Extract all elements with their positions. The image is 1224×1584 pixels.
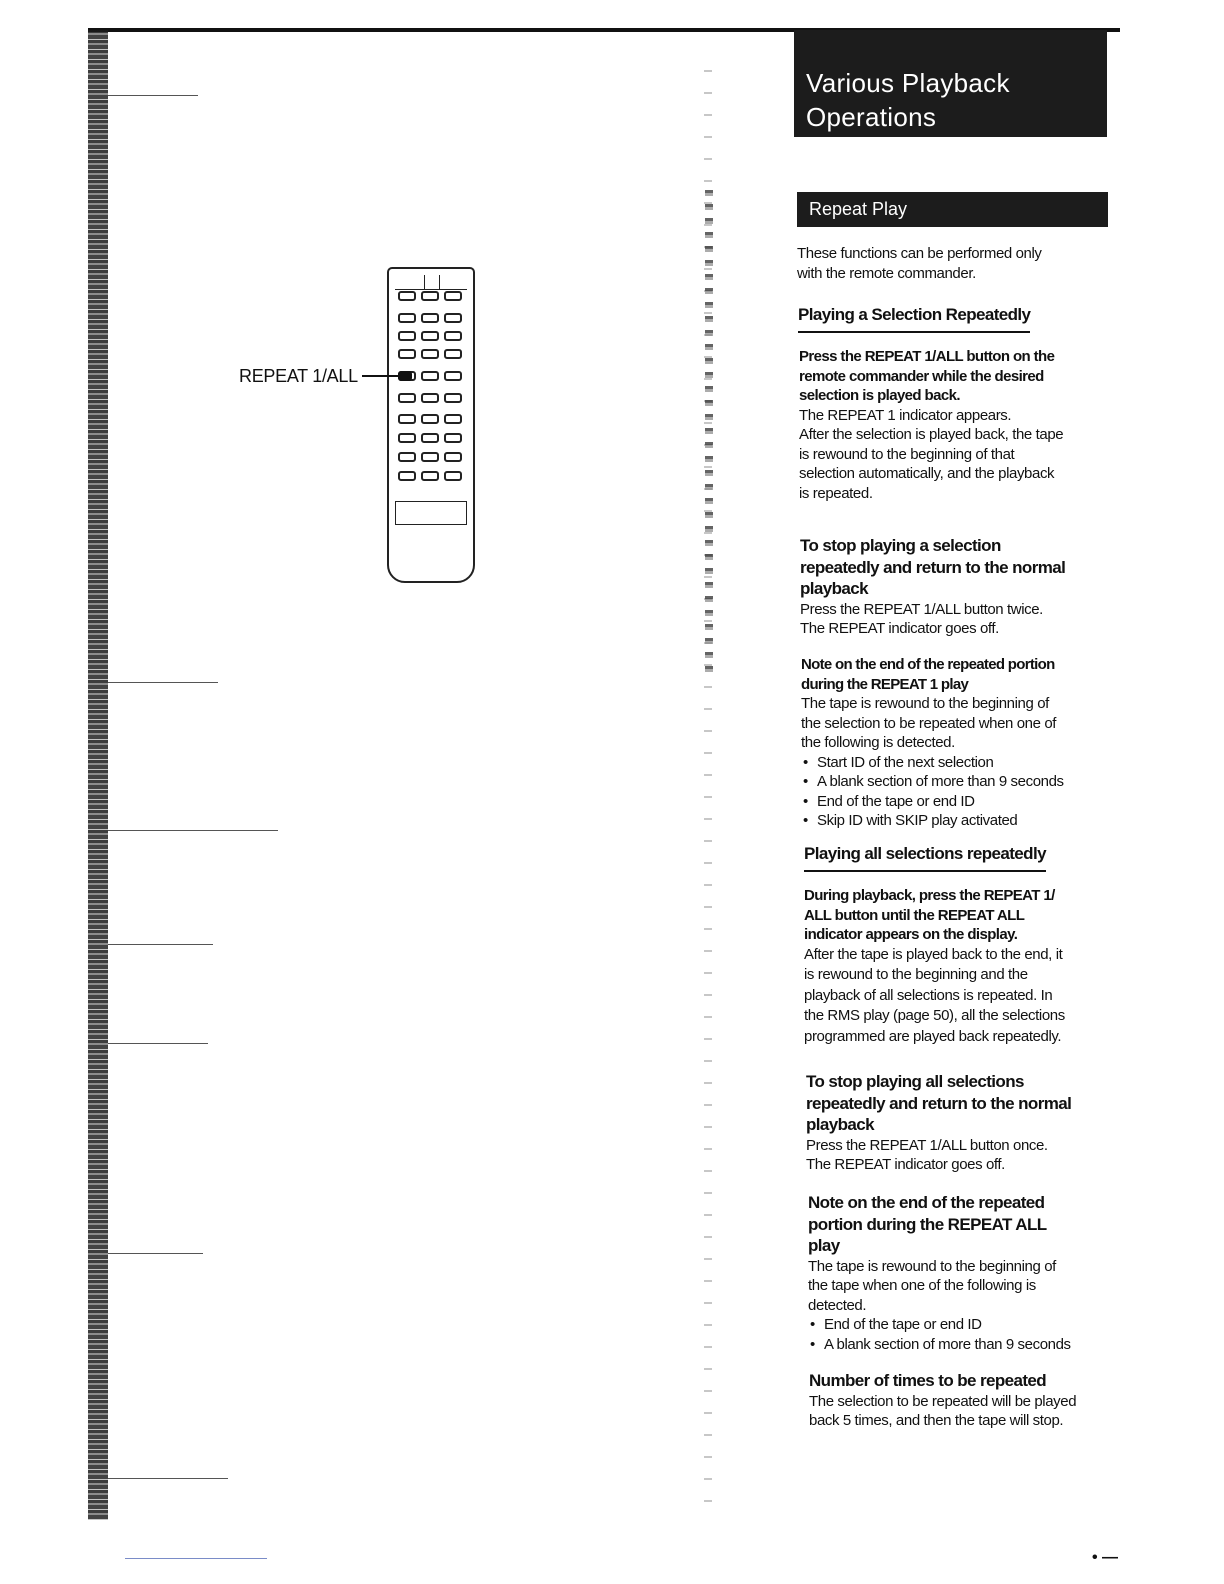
list-item: • A blank section of more than 9 seconds bbox=[801, 772, 1121, 792]
section2-text bbox=[804, 886, 1124, 1047]
text-line: The tape is rewound to the beginning of bbox=[808, 1257, 1056, 1275]
repeat-callout-label: REPEAT 1/ALL bbox=[239, 366, 358, 386]
remote-button-icon bbox=[398, 313, 416, 323]
text-line: the following is detected. bbox=[801, 734, 955, 751]
list-item: • End of the tape or end ID bbox=[801, 792, 1121, 812]
scan-noise bbox=[108, 830, 278, 831]
page-title bbox=[794, 30, 1107, 137]
remote-button-icon bbox=[398, 471, 416, 481]
scan-noise bbox=[108, 1043, 208, 1044]
heading-text: Playing all selections repeatedly bbox=[804, 843, 1046, 872]
repeat-count-section bbox=[809, 1370, 1129, 1431]
remote-button-icon bbox=[398, 414, 416, 424]
section-title: Repeat Play bbox=[797, 192, 1108, 227]
heading-playing-selection-repeatedly bbox=[798, 304, 1030, 333]
instruction-line: ALL button until the REPEAT ALL bbox=[804, 906, 1025, 924]
stop-repeat-all-section bbox=[806, 1071, 1126, 1175]
text-line: is repeated. bbox=[799, 484, 873, 502]
repeat-button-highlight bbox=[398, 371, 412, 381]
scan-noise bbox=[108, 1253, 203, 1254]
text-line: back 5 times, and then the tape will stop. bbox=[809, 1412, 1064, 1429]
note-repeat-all-section bbox=[808, 1192, 1128, 1354]
heading-playing-all-selections bbox=[804, 843, 1046, 872]
text-line: selection automatically, and the playback bbox=[799, 465, 1055, 482]
subheading-line: portion during the REPEAT ALL bbox=[808, 1214, 1047, 1234]
text-line: the selection to be repeated when one of bbox=[801, 714, 1057, 732]
text-line: Press the REPEAT 1/ALL button twice. bbox=[800, 600, 1043, 618]
text-line: The REPEAT 1 indicator appears. bbox=[799, 406, 1012, 424]
text-line: is rewound to the beginning and the bbox=[804, 966, 1028, 983]
subheading-line: repeatedly and return to the normal bbox=[806, 1093, 1072, 1113]
text-line: Press the REPEAT 1/ALL button once. bbox=[806, 1136, 1048, 1154]
remote-lower-panel bbox=[395, 501, 467, 525]
note1-bullet-list bbox=[801, 753, 1121, 831]
remote-button-icon bbox=[444, 414, 462, 424]
text-line: After the selection is played back, the tape bbox=[799, 426, 1064, 443]
page-title-line: Various Playback bbox=[806, 68, 1010, 98]
remote-top-panel bbox=[395, 275, 467, 290]
remote-button-icon bbox=[444, 471, 462, 481]
remote-button-icon bbox=[421, 452, 439, 462]
remote-button-icon bbox=[421, 433, 439, 443]
remote-button-icon bbox=[421, 331, 439, 341]
subheading-line: play bbox=[808, 1236, 840, 1255]
list-item: • A blank section of more than 9 seconds bbox=[808, 1335, 1128, 1355]
text-line: The selection to be repeated will be played bbox=[809, 1392, 1077, 1410]
note-heading-line: Note on the end of the repeated portion bbox=[801, 656, 1055, 673]
scan-edge-artifact bbox=[88, 30, 108, 1520]
remote-button-icon bbox=[398, 452, 416, 462]
remote-button-icon bbox=[421, 371, 439, 381]
note-repeat-1-section bbox=[801, 655, 1121, 831]
scan-noise bbox=[108, 95, 198, 96]
scan-noise bbox=[108, 682, 218, 683]
instruction-line: selection is played back. bbox=[799, 387, 960, 404]
text-line: After the tape is played back to the end, it bbox=[804, 945, 1063, 963]
remote-button-icon bbox=[421, 471, 439, 481]
remote-button-icon bbox=[421, 393, 439, 403]
bottom-rule bbox=[125, 1558, 267, 1559]
remote-button-icon bbox=[421, 313, 439, 323]
stop-repeat-1-section bbox=[800, 535, 1120, 639]
remote-button-icon bbox=[398, 349, 416, 359]
note2-bullet-list bbox=[808, 1315, 1128, 1354]
text-line: The REPEAT indicator goes off. bbox=[806, 1156, 1005, 1173]
section1-text bbox=[799, 347, 1119, 503]
scan-noise bbox=[108, 1478, 228, 1479]
text-line: detected. bbox=[808, 1296, 867, 1314]
page-mark: • — bbox=[1092, 1549, 1119, 1566]
list-item: • End of the tape or end ID bbox=[808, 1315, 1128, 1335]
remote-button-icon bbox=[444, 349, 462, 359]
binding-artifact-dark bbox=[705, 190, 713, 680]
remote-button-icon bbox=[398, 291, 416, 301]
remote-button-icon bbox=[444, 393, 462, 403]
instruction-line: During playback, press the REPEAT 1/ bbox=[804, 887, 1055, 904]
subheading-line: Number of times to be repeated bbox=[809, 1371, 1047, 1390]
remote-button-icon bbox=[444, 331, 462, 341]
remote-button-icon bbox=[444, 433, 462, 443]
instruction-line: Press the REPEAT 1/ALL button on the bbox=[799, 348, 1055, 365]
page-title-line: Operations bbox=[806, 102, 937, 132]
text-line: the RMS play (page 50), all the selections bbox=[804, 1007, 1065, 1024]
list-item: • Skip ID with SKIP play activated bbox=[801, 811, 1121, 831]
remote-button-icon bbox=[444, 313, 462, 323]
instruction-line: remote commander while the desired bbox=[799, 367, 1044, 385]
remote-button-icon bbox=[398, 433, 416, 443]
subheading-line: To stop playing all selections bbox=[806, 1072, 1024, 1091]
intro-text bbox=[797, 244, 1117, 283]
subheading-line: playback bbox=[806, 1115, 874, 1134]
list-item: • Start ID of the next selection bbox=[801, 753, 1121, 773]
remote-button-icon bbox=[421, 349, 439, 359]
text-line: These functions can be performed only bbox=[797, 245, 1042, 262]
subheading-line: Note on the end of the repeated bbox=[808, 1193, 1045, 1212]
subheading-line: playback bbox=[800, 579, 868, 598]
remote-button-icon bbox=[444, 291, 462, 301]
remote-button-icon bbox=[398, 331, 416, 341]
text-line: programmed are played back repeatedly. bbox=[804, 1027, 1062, 1045]
text-line: is rewound to the beginning of that bbox=[799, 445, 1015, 463]
text-line: playback of all selections is repeated. In bbox=[804, 986, 1053, 1004]
remote-button-icon bbox=[444, 452, 462, 462]
text-line: with the remote commander. bbox=[797, 264, 976, 282]
remote-button-icon bbox=[444, 371, 462, 381]
text-line: The tape is rewound to the beginning of bbox=[801, 695, 1049, 712]
remote-button-icon bbox=[421, 414, 439, 424]
subheading-line: To stop playing a selection bbox=[800, 536, 1001, 555]
remote-button-icon bbox=[398, 393, 416, 403]
instruction-line: indicator appears on the display. bbox=[804, 926, 1018, 943]
remote-commander-illustration bbox=[387, 267, 475, 583]
scan-noise bbox=[108, 944, 213, 945]
note-heading-line: during the REPEAT 1 play bbox=[801, 675, 969, 693]
heading-text: Playing a Selection Repeatedly bbox=[798, 304, 1030, 333]
subheading-line: repeatedly and return to the normal bbox=[800, 557, 1066, 577]
remote-button-icon bbox=[421, 291, 439, 301]
text-line: The REPEAT indicator goes off. bbox=[800, 620, 999, 637]
text-line: the tape when one of the following is bbox=[808, 1277, 1036, 1294]
